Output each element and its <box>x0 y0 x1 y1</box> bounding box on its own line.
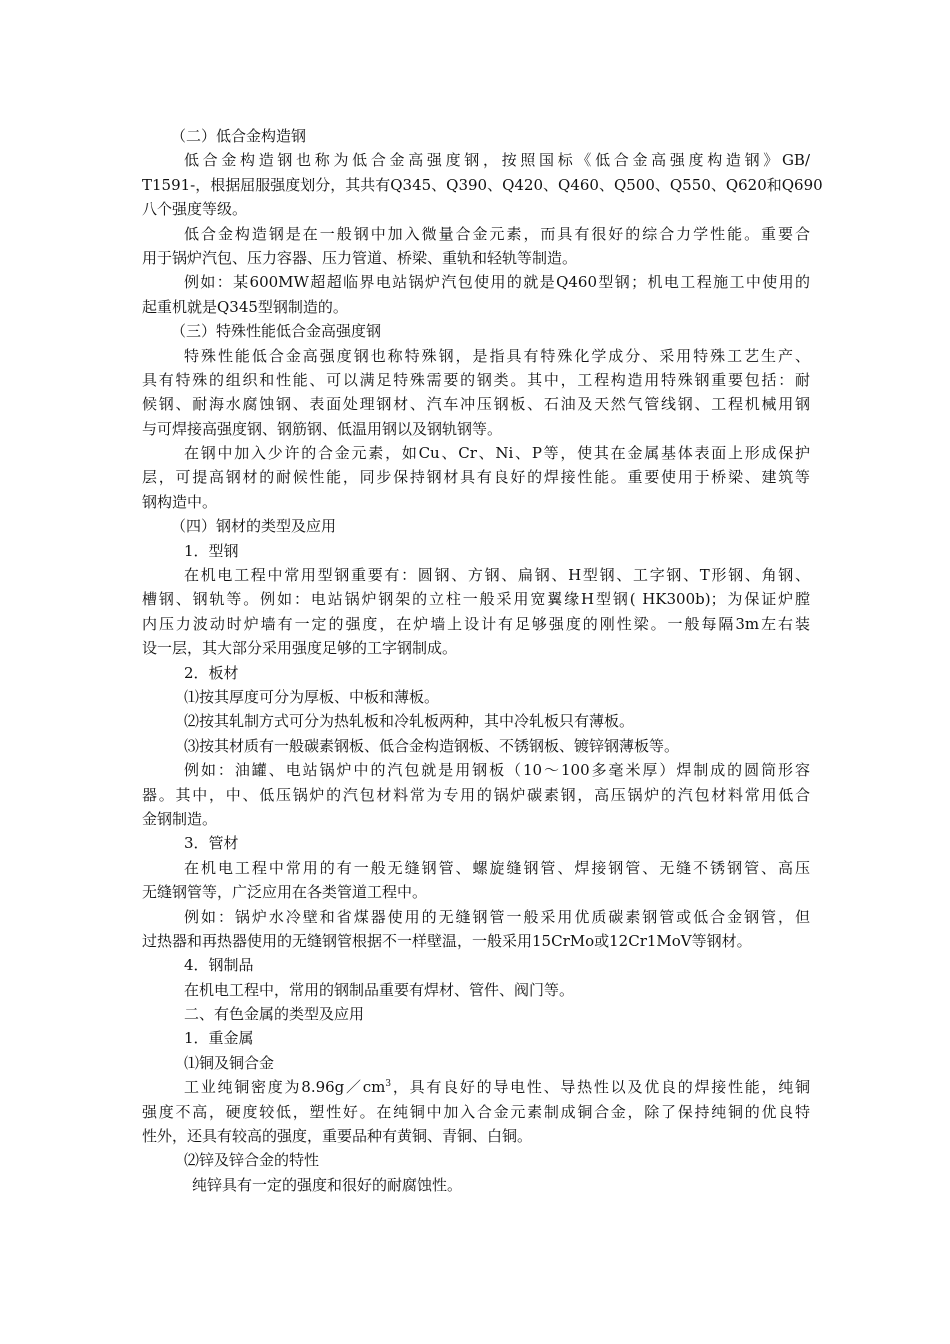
paragraph-line: T1591-，根据屈服强度划分，其共有Q345、Q390、Q420、Q460、Q500、Q550、Q620和Q690 <box>142 175 823 194</box>
superscript: 3 <box>385 1079 392 1090</box>
paragraph-line: 强度不高，硬度较低，塑性好。在纯铜中加入合金元素制成铜合金，除了保持纯铜的优良特 <box>142 1102 810 1121</box>
paragraph-line: 器。其中，中、低压锅炉的汽包材料常为专用的锅炉碳素钢，高压锅炉的汽包材料常用低合 <box>142 785 810 804</box>
paragraph-line: 例如：油罐、电站锅炉中的汽包就是用钢板（10～100多毫米厚）焊制成的圆筒形容 <box>184 761 810 780</box>
subsection-heading: 1．重金属 <box>184 1029 254 1048</box>
paragraph-line: 例如：某600MW超超临界电站锅炉汽包使用的就是Q460型钢；机电工程施工中使用的 <box>184 273 810 292</box>
paragraph-line: 与可焊接高强度钢、钢筋钢、低温用钢以及钢轨钢等。 <box>142 419 503 438</box>
subsection-heading: ⑵锌及锌合金的特性 <box>184 1151 320 1170</box>
list-item: ⑵按其轧制方式可分为热轧板和冷轧板两种，其中冷轧板只有薄板。 <box>184 712 635 731</box>
paragraph-line: 在机电工程中常用型钢重要有：圆钢、方钢、扁钢、H型钢、工字钢、T形钢、角钢、 <box>184 566 810 585</box>
paragraph-text: 工业纯铜密度为8.96g／cm <box>184 1078 386 1097</box>
paragraph-line: 在机电工程中常用的有一般无缝钢管、螺旋缝钢管、焊接钢管、无缝不锈钢管、高压 <box>184 858 810 877</box>
paragraph-line: 无缝钢管等，广泛应用在各类管道工程中。 <box>142 883 428 902</box>
subsection-heading: ⑴铜及铜合金 <box>184 1053 275 1072</box>
paragraph-line: 在钢中加入少许的合金元素，如Cu、Cr、Ni、P等，使其在金属基体表面上形成保护 <box>184 444 810 463</box>
document-page <box>142 124 823 1197</box>
paragraph-line: 例如：锅炉水冷壁和省煤器使用的无缝钢管一般采用优质碳素钢管或低合金钢管，但 <box>184 907 810 926</box>
paragraph-line: 性外，还具有较高的强度，重要品种有黄铜、青铜、白铜。 <box>142 1127 533 1146</box>
paragraph-line: 层，可提高钢材的耐候性能，同步保持钢材具有良好的焊接性能。重要使用于桥梁、建筑等 <box>142 468 810 487</box>
subsection-heading: 1．型钢 <box>184 541 239 560</box>
paragraph-line: 钢构造中。 <box>142 492 218 511</box>
paragraph-line: 纯锌具有一定的强度和很好的耐腐蚀性。 <box>192 1175 463 1194</box>
paragraph-line <box>142 1075 810 1099</box>
list-item: ⑶按其材质有一般碳素钢板、低合金构造钢板、不锈钢板、镀锌钢薄板等。 <box>184 736 680 755</box>
section-heading: （二）低合金构造钢 <box>171 127 307 145</box>
paragraph-line: 设一层，其大部分采用强度足够的工字钢制成。 <box>142 639 458 658</box>
paragraph-line: 用于锅炉汽包、压力容器、压力管道、桥梁、重轨和轻轨等制造。 <box>142 248 578 267</box>
subsection-heading: 4．钢制品 <box>184 956 254 975</box>
paragraph-line: 具有特殊的组织和性能、可以满足特殊需要的钢类。其中，工程构造用特殊钢重要包括：耐 <box>142 370 810 389</box>
paragraph-line: 槽钢、钢轨等。例如：电站锅炉钢架的立柱一般采用宽翼缘H型钢( HK300b)；为保证炉膛 <box>142 590 810 609</box>
section-heading: （三）特殊性能低合金高强度钢 <box>171 322 382 341</box>
paragraph-line: 低合金构造钢也称为低合金高强度钢，按照国标《低合金高强度构造钢》GB/ <box>184 151 810 170</box>
paragraph-line: 在机电工程中，常用的钢制品重要有焊材、管件、阀门等。 <box>184 980 575 999</box>
paragraph-line: 八个强度等级。 <box>142 200 248 219</box>
paragraph-line: 起重机就是Q345型钢制造的。 <box>142 297 348 316</box>
paragraph-line: 低合金构造钢是在一般钢中加入微量合金元素，而具有很好的综合力学性能。重要合 <box>184 224 810 243</box>
section-heading: （四）钢材的类型及应用 <box>171 517 337 536</box>
paragraph-text: ，具有良好的导电性、导热性以及优良的焊接性能，纯铜 <box>391 1078 810 1097</box>
paragraph-line: 特殊性能低合金高强度钢也称特殊钢，是指具有特殊化学成分、采用特殊工艺生产、 <box>184 346 810 365</box>
paragraph-line: 候钢、耐海水腐蚀钢、表面处理钢材、汽车冲压钢板、石油及天然气管线钢、工程机械用钢 <box>142 395 810 414</box>
paragraph-line: 过热器和再热器使用的无缝钢管根据不一样壁温，一般采用15CrMo或12Cr1MoV等钢材。 <box>142 931 752 950</box>
subsection-heading: 3．管材 <box>184 834 239 853</box>
list-item: ⑴按其厚度可分为厚板、中板和薄板。 <box>184 687 440 706</box>
subsection-heading: 2．板材 <box>184 663 239 682</box>
paragraph-line: 内压力波动时炉墙有一定的强度，在炉墙上设计有足够强度的刚性梁。一般每隔3m左右装 <box>142 614 810 633</box>
section-heading: 二、有色金属的类型及应用 <box>184 1005 365 1024</box>
paragraph-line: 金钢制造。 <box>142 809 218 828</box>
